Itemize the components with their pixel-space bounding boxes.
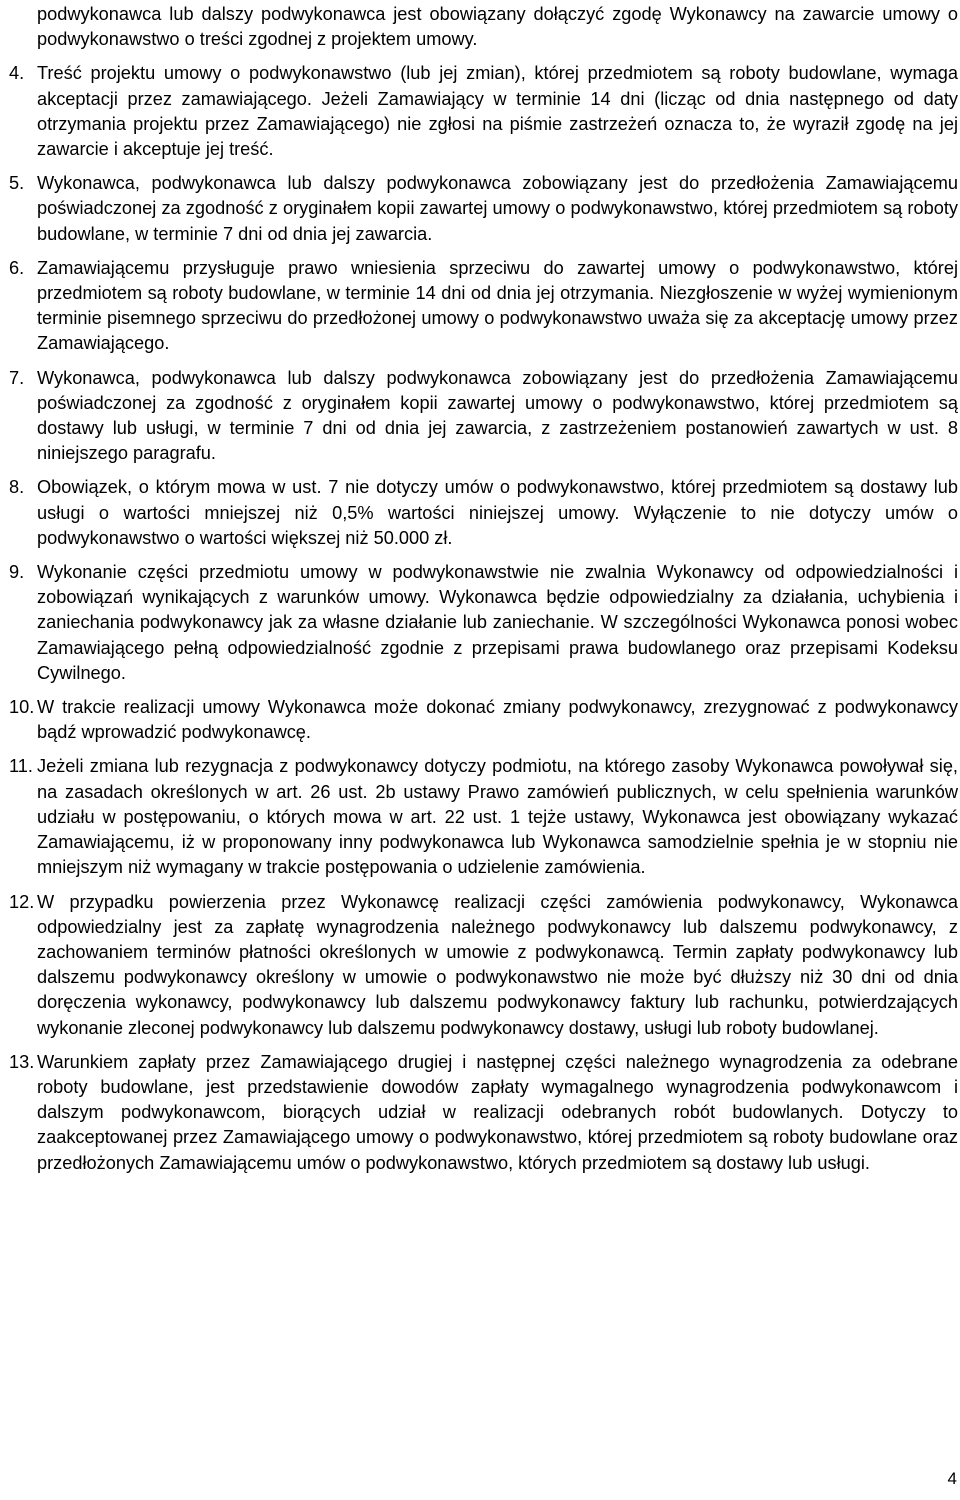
list-item-4 <box>9 61 958 162</box>
list-item-10 <box>9 695 958 745</box>
list-item-5 <box>9 171 958 247</box>
document-body <box>9 2 958 1176</box>
list-item-9 <box>9 560 958 686</box>
page-number: 4 <box>947 1469 957 1488</box>
continuation-paragraph: podwykonawca lub dalszy podwykonawca jest obowiązany dołączyć zgodę Wykonawcy na zawarcie umowy o podwykonawstwo o treści zgodnej z projektem umowy. <box>37 4 958 50</box>
item-text: Obowiązek, o którym mowa w ust. 7 nie dotyczy umów o podwykonawstwo, której przedmiotem są dostawy lub usługi o wartości mniejszej niż 0,5% wartości niniejszej umowy. Wyłączenie to nie dotyczy umów o podwykonawstwo o wartości większej niż 50.000 zł. <box>37 477 958 548</box>
item-text: Wykonawca, podwykonawca lub dalszy podwykonawca zobowiązany jest do przedłożenia Zamawiającemu poświadczonej za zgodność z oryginałem kopii zawartej umowy o podwykonawstwo, której przedmiotem są roboty budowlane, w terminie 7 dni od dnia jej zawarcia. <box>37 173 958 244</box>
list-item-11 <box>9 754 958 880</box>
list-item-12 <box>9 890 958 1041</box>
item-number: 9. <box>9 562 25 583</box>
item-number: 12. <box>9 891 35 912</box>
item-number: 10. <box>9 697 35 718</box>
item-number: 7. <box>9 367 25 388</box>
item-number: 5. <box>9 173 25 194</box>
list-item-7 <box>9 366 958 467</box>
item-text: Warunkiem zapłaty przez Zamawiającego drugiej i następnej części należnego wynagrodzenia za odebrane roboty budowlane, jest przedstawienie dowodów zapłaty wymagalnego wynagrodzenia podwykonawcom i dalszym podwykonawcom, biorących udział w realizacji odebranych robót budowlanych. Dotyczy to zaakceptowanej przez Zamawiającego umowy o podwykonawstwo, której przedmiotem są roboty budowlane oraz przedłożonych Zamawiającemu umów o podwykonawstwo, których przedmiotem są dostawy lub usługi. <box>37 1051 958 1173</box>
item-text: Wykonawca, podwykonawca lub dalszy podwykonawca zobowiązany jest do przedłożenia Zamawiającemu poświadczonej za zgodność z oryginałem kopii zawartej umowy o podwykonawstwo, której przedmiotem są dostawy lub usługi, w terminie 7 dni od dnia jej zawarcia, z zastrzeżeniem postanowień zawartych w ust. 8 niniejszego paragrafu. <box>37 367 958 464</box>
item-number: 8. <box>9 477 25 498</box>
item-text: Jeżeli zmiana lub rezygnacja z podwykonawcy dotyczy podmiotu, na którego zasoby Wykonawca powoływał się, na zasadach określonych w art. 26 ust. 2b ustawy Prawo zamówień publicznych, w celu spełnienia warunków udziału w postępowaniu, o których mowa w art. 22 ust. 1 tejże ustawy, Wykonawca jest obowiązany wykazać Zamawiającemu, iż w proponowany inny podwykonawca lub Wykonawca samodzielnie spełnia je w stopniu nie mniejszym niż wymagany w trakcie postępowania o udzielenie zamówienia. <box>37 756 958 878</box>
item-number: 13. <box>9 1051 35 1072</box>
item-number: 4. <box>9 63 25 84</box>
list-item-13 <box>9 1050 958 1176</box>
item-text: Zamawiającemu przysługuje prawo wniesienia sprzeciwu do zawartej umowy o podwykonawstwo, której przedmiotem są roboty budowlane, w terminie 14 dni od dnia jej otrzymania. Niezgłoszenie w wyżej wymienionym terminie pisemnego sprzeciwu do przedłożonej umowy o podwykonawstwo uważa się za akceptację umowy przez Zamawiającego. <box>37 257 958 354</box>
list-item-8 <box>9 475 958 551</box>
item-text: W przypadku powierzenia przez Wykonawcę realizacji części zamówienia podwykonawcy, Wykonawca odpowiedzialny jest za zapłatę wynagrodzenia należnego podwykonawcy lub dalszemu podwykonawcy, z zachowaniem terminów płatności określonych w umowie z podwykonawcą. Termin zapłaty podwykonawcy lub dalszemu podwykonawcy określony w umowie o podwykonawstwo nie może być dłuższy niż 30 dni od dnia doręczenia wykonawcy, podwykonawcy lub dalszemu podwykonawcy faktury lub rachunku, potwierdzających wykonanie zleconej podwykonawcy lub dalszemu podwykonawcy dostawy, usługi lub roboty budowlanej. <box>37 891 958 1038</box>
list-item-6 <box>9 256 958 357</box>
item-text: Treść projektu umowy o podwykonawstwo (lub jej zmian), której przedmiotem są roboty budowlane, wymaga akceptacji przez zamawiającego. Jeżeli Zamawiający w terminie 14 dni (licząc od dnia następnego od daty otrzymania projektu przez Zamawiającego) nie zgłosi na piśmie zastrzeżeń oznacza to, że wyraził zgodę na jej zawarcie i akceptuje jej treść. <box>37 63 958 160</box>
item-text: W trakcie realizacji umowy Wykonawca może dokonać zmiany podwykonawcy, zrezygnować z podwykonawcy bądź wprowadzić podwykonawcę. <box>37 697 958 743</box>
item-number: 6. <box>9 257 25 278</box>
item-text: Wykonanie części przedmiotu umowy w podwykonawstwie nie zwalnia Wykonawcy od odpowiedzialności i zobowiązań wynikających z warunków umowy. Wykonawca będzie odpowiedzialny za działania, uchybienia i zaniechania podwykonawcy jak za własne działanie lub zaniechanie. W szczególności Wykonawca ponosi wobec Zamawiającego pełną odpowiedzialność zgodnie z przepisami prawa budowlanego oraz przepisami Kodeksu Cywilnego. <box>37 562 958 683</box>
item-number: 11. <box>9 756 33 777</box>
